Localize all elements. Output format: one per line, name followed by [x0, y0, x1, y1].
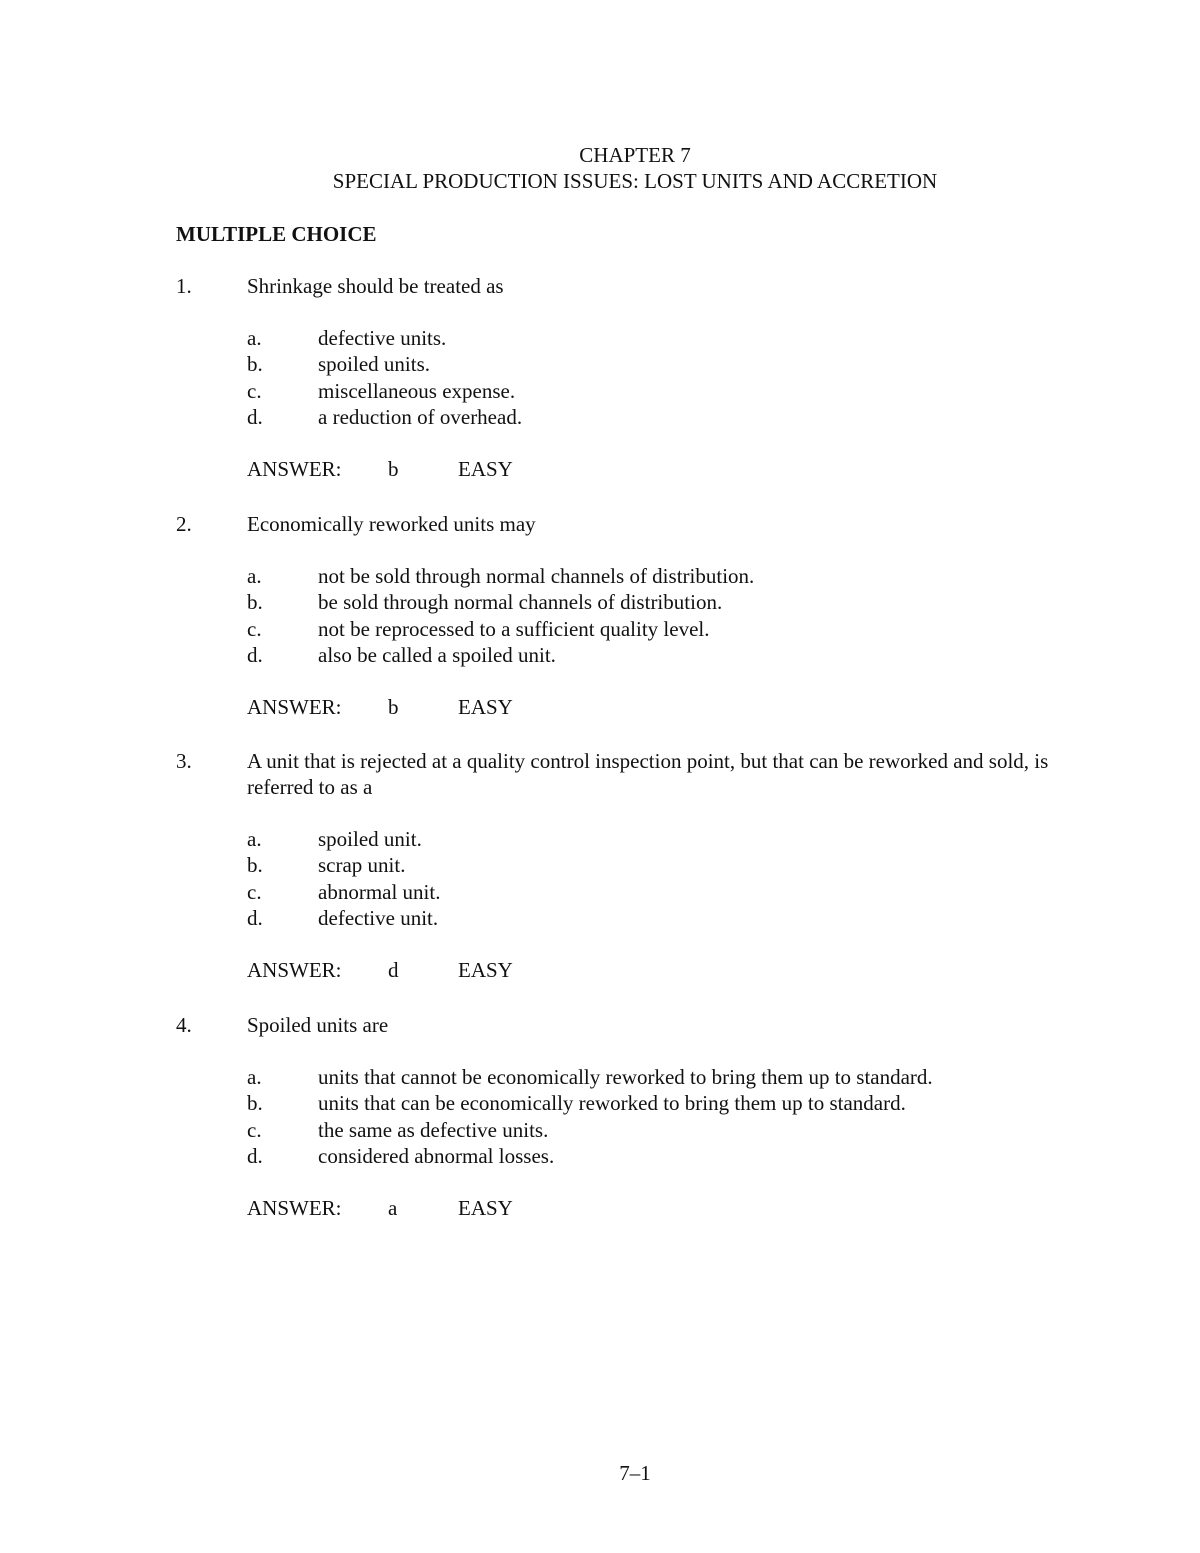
choice-item [176, 589, 1086, 615]
question-number: 3. [176, 749, 192, 773]
choice-item [176, 826, 1086, 852]
page-number: 7–1 [619, 1461, 651, 1485]
answer-label: ANSWER: [247, 695, 342, 720]
choice-letter: c. [247, 1117, 262, 1142]
answer-value: b [388, 695, 399, 720]
choice-text: units that cannot be economically reworked to bring them up to standard. [318, 1065, 933, 1089]
choice-item [176, 642, 1086, 668]
answer-label: ANSWER: [247, 457, 342, 482]
choice-text: a reduction of overhead. [318, 404, 523, 429]
chapter-heading: CHAPTER 7 [579, 143, 691, 167]
answer-value: b [388, 457, 399, 482]
choice-text: considered abnormal losses. [318, 1143, 555, 1168]
choice-item [176, 351, 1086, 377]
answer-label: ANSWER: [247, 958, 342, 983]
choice-letter: a. [247, 827, 262, 851]
question-text: Economically reworked units may [247, 512, 536, 536]
choice-item [176, 1143, 1086, 1169]
choice-list [176, 1064, 1086, 1169]
choice-letter: d. [247, 642, 263, 667]
question-text: Shrinkage should be treated as [247, 274, 504, 298]
choice-item [176, 1064, 1086, 1090]
choice-list [176, 826, 1086, 931]
choice-letter: d. [247, 1143, 263, 1168]
choice-letter: d. [247, 404, 263, 429]
answer-value: a [388, 1196, 398, 1221]
choice-text: miscellaneous expense. [318, 378, 516, 403]
question-4 [176, 1012, 1086, 1221]
choice-text: be sold through normal channels of distribution. [318, 590, 723, 615]
choice-letter: c. [247, 879, 262, 904]
choice-item [176, 404, 1086, 430]
choice-letter: b. [247, 853, 263, 878]
section-heading: MULTIPLE CHOICE [176, 222, 377, 246]
answer-line [176, 456, 1086, 482]
choice-text: not be sold through normal channels of distribution. [318, 564, 755, 588]
choice-item [176, 879, 1086, 905]
answer-line [176, 694, 1086, 720]
choice-text: spoiled unit. [318, 827, 422, 851]
choice-letter: b. [247, 352, 263, 377]
question-3 [176, 748, 1086, 983]
question-text: A unit that is rejected at a quality control inspection point, but that can be reworked and sold, is referred to as a [247, 749, 1049, 799]
chapter-title: SPECIAL PRODUCTION ISSUES: LOST UNITS AND ACCRETION [332, 169, 938, 193]
choice-item [176, 378, 1086, 404]
difficulty-level: EASY [458, 958, 513, 983]
answer-line [176, 957, 1086, 983]
choice-text: not be reprocessed to a sufficient quality level. [318, 616, 710, 641]
choice-item [176, 905, 1086, 931]
choice-letter: a. [247, 564, 262, 588]
choice-text: spoiled units. [318, 352, 431, 377]
difficulty-level: EASY [458, 457, 513, 482]
choice-text: defective unit. [318, 905, 439, 930]
question-number: 4. [176, 1013, 192, 1037]
choice-letter: b. [247, 590, 263, 615]
choice-text: units that can be economically reworked to bring them up to standard. [318, 1091, 906, 1116]
choice-letter: a. [247, 326, 262, 350]
question-1 [176, 273, 1086, 482]
choice-text: abnormal unit. [318, 879, 441, 904]
choice-text: scrap unit. [318, 853, 406, 878]
choice-text: the same as defective units. [318, 1117, 549, 1142]
answer-line [176, 1195, 1086, 1221]
choice-item [176, 563, 1086, 589]
question-text: Spoiled units are [247, 1013, 389, 1037]
difficulty-level: EASY [458, 695, 513, 720]
choice-item [176, 1090, 1086, 1116]
choice-item [176, 325, 1086, 351]
difficulty-level: EASY [458, 1196, 513, 1221]
choice-letter: c. [247, 378, 262, 403]
choice-item [176, 1117, 1086, 1143]
choice-letter: b. [247, 1091, 263, 1116]
question-number: 1. [176, 274, 192, 298]
answer-label: ANSWER: [247, 1196, 342, 1221]
question-number: 2. [176, 512, 192, 536]
choice-item [176, 852, 1086, 878]
choice-item [176, 616, 1086, 642]
choice-list [176, 563, 1086, 668]
question-2 [176, 511, 1086, 720]
choice-list [176, 325, 1086, 430]
choice-letter: c. [247, 616, 262, 641]
choice-letter: a. [247, 1065, 262, 1089]
answer-value: d [388, 958, 399, 983]
choice-text: also be called a spoiled unit. [318, 642, 556, 667]
choice-text: defective units. [318, 326, 447, 350]
choice-letter: d. [247, 905, 263, 930]
